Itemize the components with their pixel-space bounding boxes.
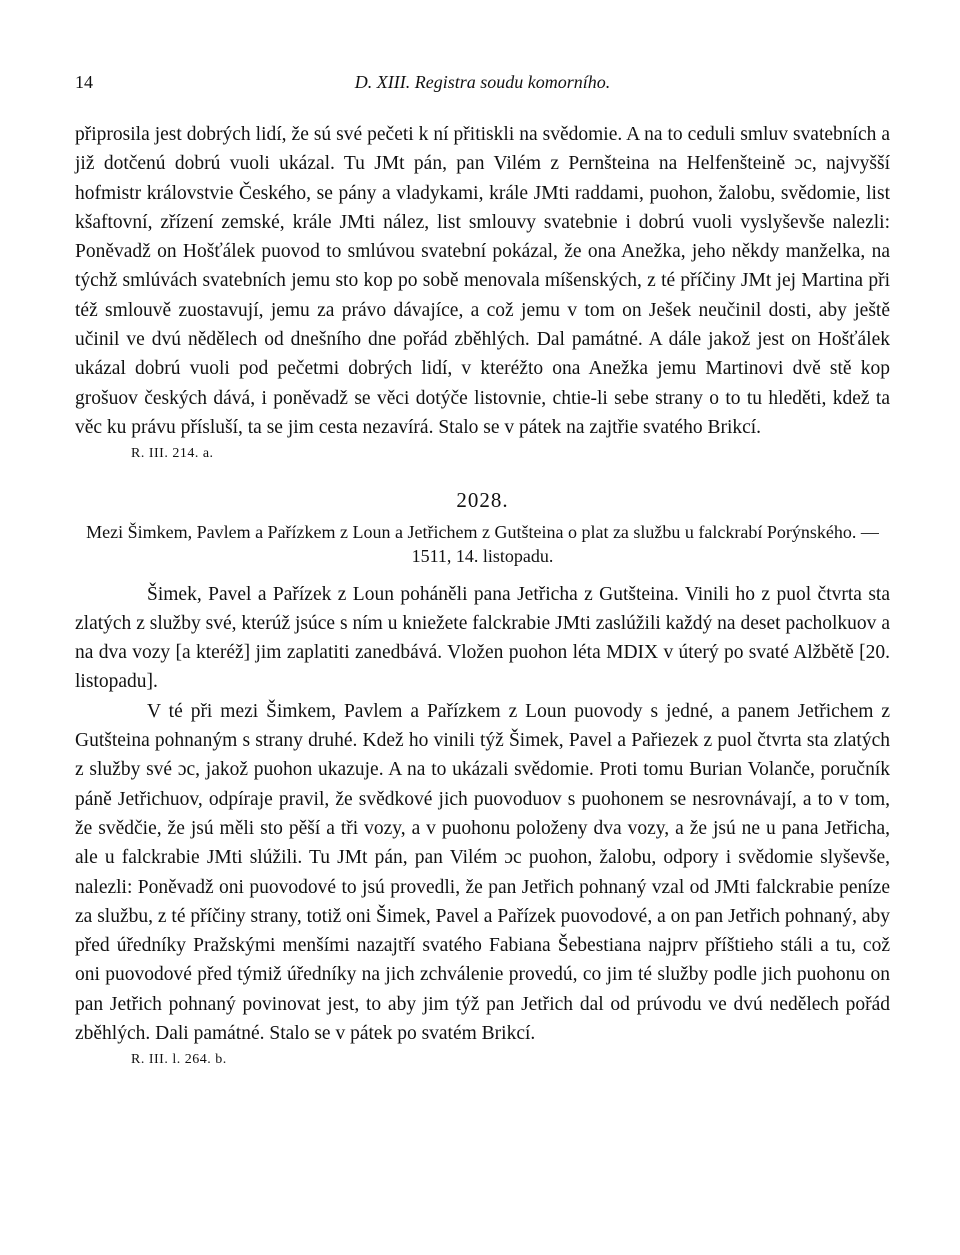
entry-heading: Mezi Šimkem, Pavlem a Pařízkem z Loun a Jetřichem z Gutšteina o plat za službu u falckrabí Porýnského. — 1511, 14. listopadu.	[86, 521, 879, 566]
document-page	[75, 72, 890, 1070]
previous-entry-paragraph: připrosila jest dobrých lidí, že sú své pečeti k ní přitiskli na svědomie. A na to ceduli smluv svatebních a již dotčenú dobrú vuoli ukázal. Tu JMt pán, pan Vilém z Pernšteina na Helfenšteině ɔc, najvyšší hofmistr královstvie Českého, se pány a vladykami, krále JMti raddami, puohon, žalobu, svědomie, list kšaftovní, zřízení zemské, krále JMti nález, list smlouvy svatebnie i dobrú vuoli vyslyševše nalezli: Poněvadž on Hošťálek puovod to smlúvou svatební pokázal, že ona Anežka, jeho někdy manželka, na týchž smlúvách svatebních jemu sto kop po sobě menovala míšenských, z té příčiny JMt jej Martina při též smlouvě zuostavují, jemu za právo dávajíce, a což jemu v tom on Ješek neučinil dosti, aby ještě učinil ve dvú nědělech od dnešního dne pořád zběhlých. Dal památné. A dále jakož jest on Hošťálek ukázal dobrú vuoli pod pečetmi dobrých lidí, v kteréžto ona Anežka jemu Martinovi dvě stě kop grošuov českých dává, i poněvadž se věci dotýče listovnie, chtie-li sebe strany o to tu hleděti, kdež ta věc ku právu přísluší, ta se jim cesta nezavírá. Stalo se v pátek na zajtřie svatého Brikcí.	[75, 124, 890, 438]
entry-source-reference: R. III. l. 264. b.	[131, 1052, 227, 1068]
entry-number: 2028.	[456, 488, 509, 513]
page-header	[75, 72, 890, 102]
entry-paragraph-2: V té při mezi Šimkem, Pavlem a Pařízkem z Loun puovody s jedné, a panem Jetřichem z Gutšteina pohnaným s strany druhé. Kdež ho vinili týž Šimek, Pavel a Pařiezek z puol čtvrta sta zlatých z služby své ɔc, jakož puohon ukazuje. A na to ukázali svědomie. Proti tomu Burian Volanče, poručník páně Jetřichuov, odpíraje pravil, že svědkové jich puovoduov s puohonem se nesrovnávají, a to v tom, že svědčie, že jsú měli sto pěší a tři vozy, a v puohonu položeny dva vozy, a že jsú ne u pana Jetřicha, ale u falckrabie JMti slúžili. Tu JMt pán, pan Vilém ɔc puohon, žalobu, odpory i svědomie slyševše, nalezli: Poněvadž oni puovodové to jsú provedli, že pan Jetřich pohnaný vzal od JMti falckrabie peníze za službu, z té příčiny strany, totiž oni Šimek, Pavel a Pařízek puovodové, a on pan Jetřich pohnaný, aby před úředníky Pražskými menšími nazajtří svatého Fabiana Šebestiana najprv příštieho stáli a tu, což oni puovodové před týmiž úředníky na jich zchválenie provedú, co jim té služby podle jich puohonu on pan Jetřich pohnaný povinovat jest, to aby jim týž pan Jetřich dal od prúvodu ve dvú nedělech pořád zběhlých. Dali památné. Stalo se v pátek po svatém Brikcí.	[75, 700, 890, 1045]
body-text	[75, 120, 890, 1070]
running-title: D. XIII. Registra soudu komorního.	[354, 72, 611, 92]
page-number: 14	[75, 72, 93, 92]
entry-paragraph-1: Šimek, Pavel a Pařízek z Loun poháněli pana Jetřicha z Gutšteina. Vinili ho z puol čtvrta sta zlatých z služby své, kterúž jsúce s ním u kniežete falckrabie JMti zaslúžili každý na deset pacholkuov a na dva vozy [a kteréž] jim zaplatiti zanedbává. Vložen puohon léta MDIX v úterý po svaté Alžbětě [20. listopadu].	[75, 583, 890, 693]
source-reference: R. III. 214. a.	[131, 446, 214, 462]
